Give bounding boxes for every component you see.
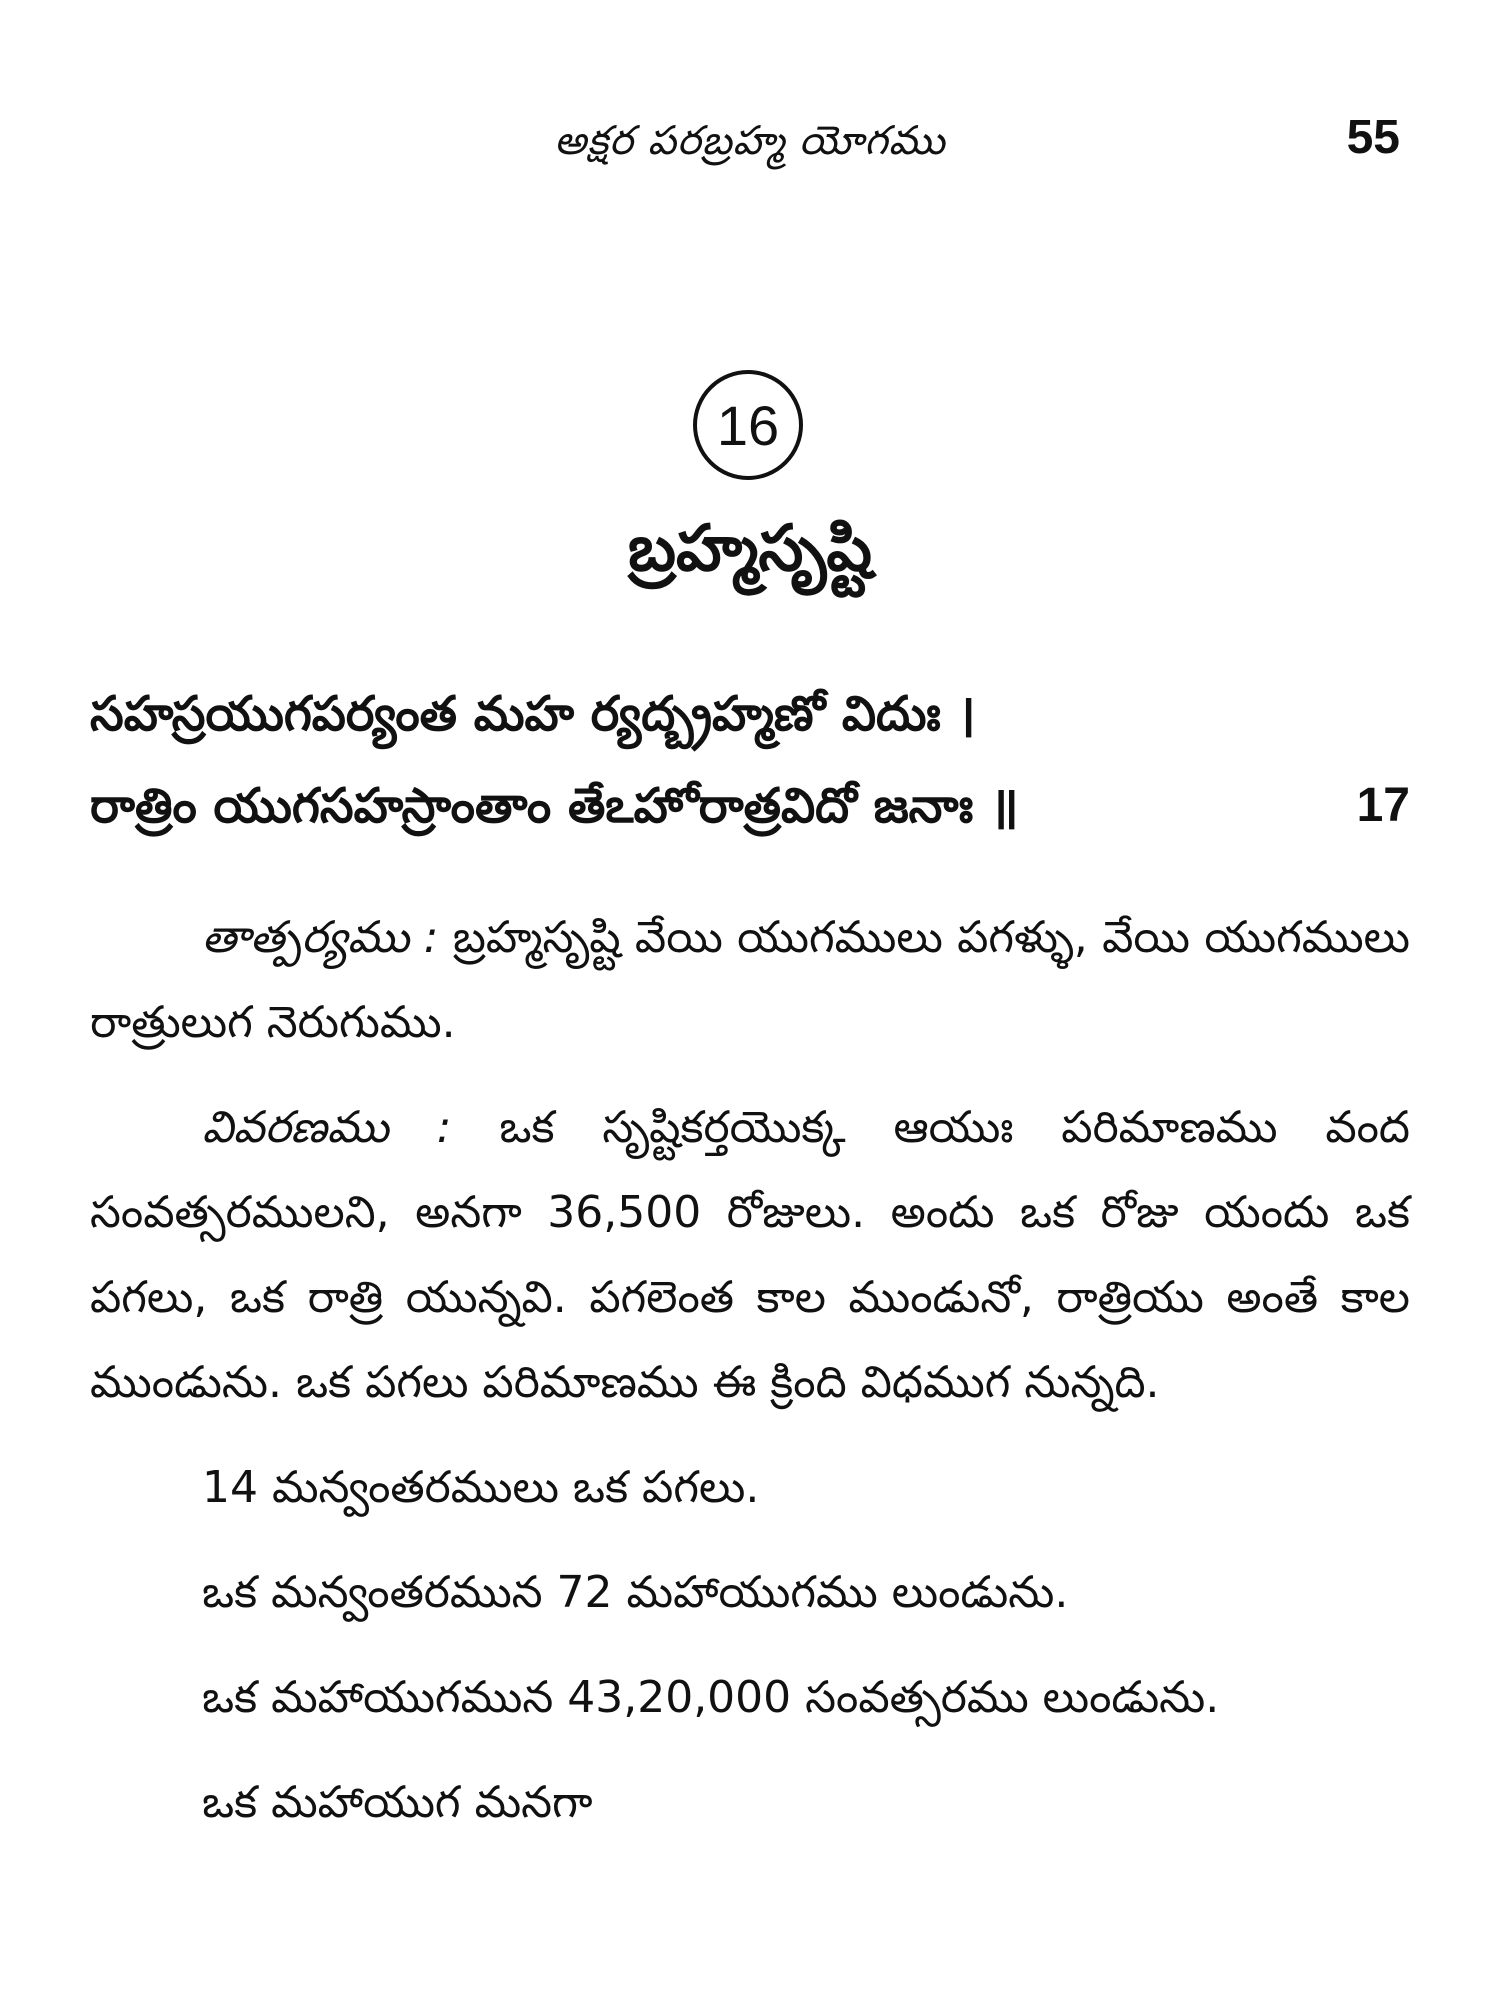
paragraph <box>90 1445 1410 1530</box>
body-text <box>90 895 1410 1865</box>
paragraph <box>90 1760 1410 1845</box>
paragraph-explanation <box>90 1085 1410 1425</box>
chapter-title: బ్రహ్మసృష్టి <box>627 512 873 586</box>
running-title: అక్షర పరబ్రహ్మ యోగము <box>554 118 946 164</box>
paragraph-text: 14 మన్వంతరములు ఒక పగలు. <box>202 1462 760 1513</box>
paragraph <box>90 1550 1410 1635</box>
paragraph-text: బ్రహ్మసృష్టి వేయి యుగములు పగళ్ళు, వేయి యుగములు రాత్రులుగ నెరుగుము. <box>90 912 1410 1048</box>
paragraph-meaning <box>90 895 1410 1065</box>
paragraph-label: తాత్పర్యము : <box>202 912 439 963</box>
paragraph <box>90 1655 1410 1740</box>
paragraph-text: ఒక మహాయుగమున 43,20,000 సంవత్సరము లుండును. <box>202 1672 1220 1723</box>
paragraph-text: ఒక మహాయుగ మనగా <box>202 1777 593 1828</box>
verse-block <box>90 668 1410 852</box>
page-number: 55 <box>1346 111 1400 164</box>
verse-number: 17 <box>1356 779 1410 832</box>
verse-line-1: సహస్రయుగపర్యంత మహ ర్యద్బ్రహ్మణో విదుః । <box>90 686 976 742</box>
verse-line-2-text: రాత్రిం యుగసహస్రాంతాం తేఽహోరాత్రవిదో జనాః ॥ <box>90 778 1019 834</box>
paragraph-label: వివరణము : <box>202 1102 452 1153</box>
chapter-number: 16 <box>716 393 780 457</box>
chapter-number-badge <box>693 370 803 480</box>
paragraph-text: ఒక సృష్టికర్తయొక్క ఆయుః పరిమాణము వంద సంవత్సరములని, అనగా 36,500 రోజులు. అందు ఒక రోజు యందు ఒక పగలు, ఒక రాత్రి యున్నవి. పగలెంత కాల ముండునో, రాత్రియు అంతే కాల ముండును. ఒక పగలు పరిమాణము ఈ క్రింది విధముగ నున్నది. <box>90 1102 1410 1408</box>
verse-line-2 <box>90 760 1410 852</box>
paragraph-text: ఒక మన్వంతరమున 72 మహాయుగము లుండును. <box>202 1567 1069 1618</box>
